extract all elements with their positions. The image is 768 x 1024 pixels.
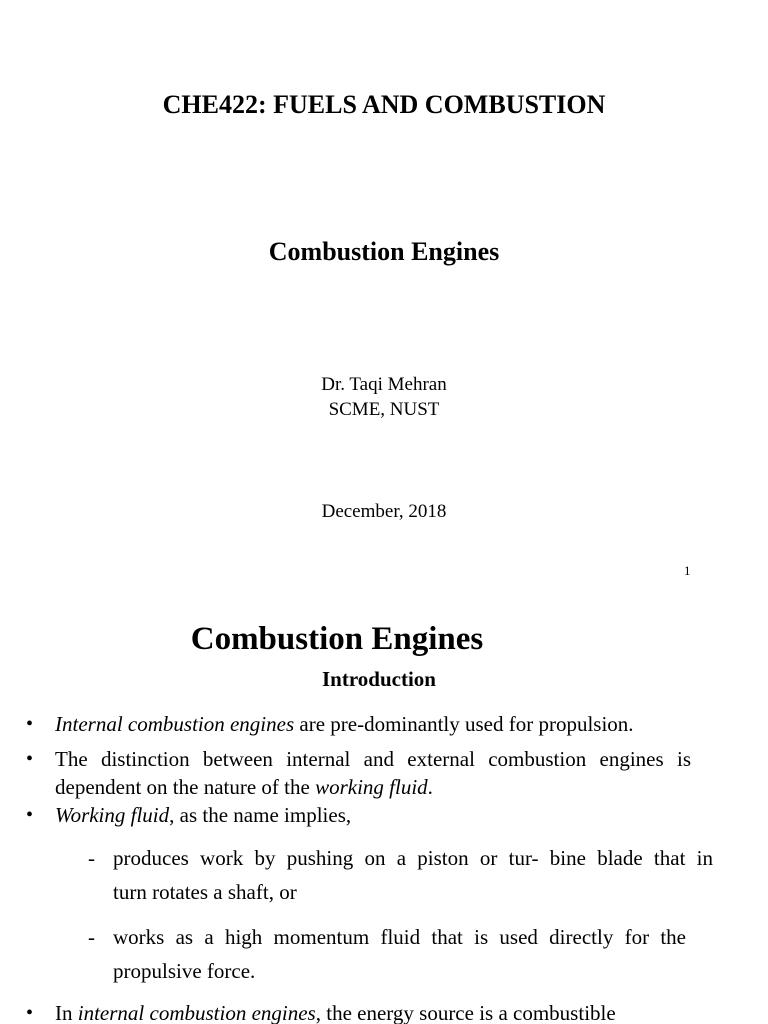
author-affiliation: SCME, NUST — [328, 399, 440, 420]
sub-item-line: works as a high momentum fluid that is used directly for the — [113, 925, 686, 949]
page-number: 1 — [684, 563, 691, 578]
bullet-item-line — [55, 774, 715, 801]
bullet-marker: • — [26, 748, 34, 770]
sub-item-line: produces work by pushing on a piston or tur- bine blade that in — [113, 846, 713, 870]
bullet-emphasis: internal combustion engines — [77, 1001, 316, 1024]
bullet-item-line: The distinction between internal and external combustion engines is — [55, 747, 691, 771]
bullet-item — [55, 1000, 715, 1024]
bullet-emphasis: working fluid — [315, 775, 428, 799]
bullet-text: , the energy source is a combustible — [315, 1001, 616, 1024]
sub-item-marker: - — [88, 846, 95, 870]
slide-title: Combustion Engines — [190, 621, 484, 657]
bullet-emphasis: Internal combustion engines — [55, 712, 295, 736]
sub-item-line: propulsive force. — [113, 959, 256, 983]
bullet-item — [55, 802, 715, 829]
bullet-text: , as the name implies, — [169, 803, 352, 827]
bullet-item — [55, 711, 715, 738]
bullet-emphasis: Working fluid — [55, 803, 170, 827]
course-title: CHE422: FUELS AND COMBUSTION — [162, 90, 606, 119]
lecture-date: December, 2018 — [321, 501, 447, 522]
bullet-text: In — [55, 1001, 78, 1024]
bullet-text: are pre-dominantly used for propulsion. — [294, 712, 634, 736]
bullet-marker: • — [26, 713, 34, 735]
bullet-marker: • — [26, 1002, 34, 1024]
sub-item-line: turn rotates a shaft, or — [113, 880, 297, 904]
author-name: Dr. Taqi Mehran — [321, 374, 447, 395]
sub-item-marker: - — [88, 925, 95, 949]
lecture-title: Combustion Engines — [268, 237, 500, 266]
bullet-text: . — [427, 775, 433, 799]
slide-subtitle: Introduction — [322, 667, 436, 691]
bullet-marker: • — [26, 804, 34, 826]
bullet-text: dependent on the nature of the — [55, 775, 316, 799]
